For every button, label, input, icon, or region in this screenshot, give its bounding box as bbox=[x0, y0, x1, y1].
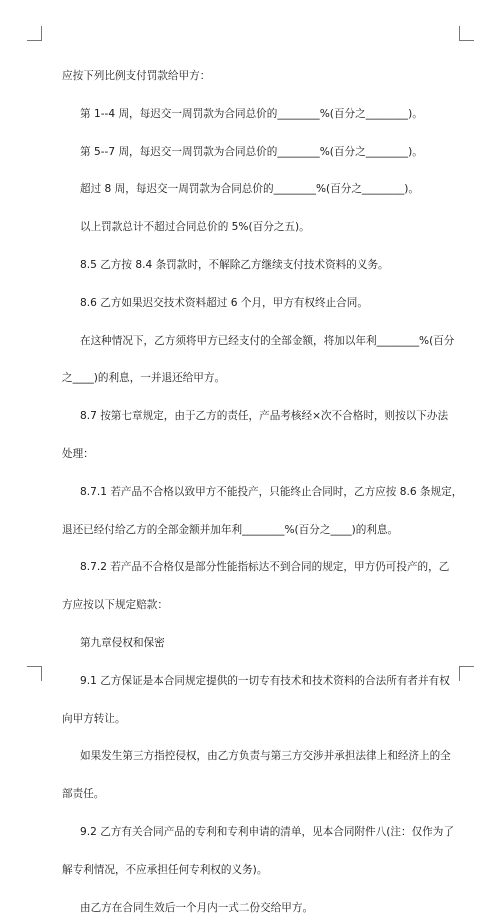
text-line: 以上罚款总计不超过合同总价的 5%(百分之五)。 bbox=[80, 221, 310, 234]
text-line: 应按下列比例支付罚款给甲方： bbox=[62, 70, 211, 82]
crop-mark-top-left bbox=[27, 26, 42, 41]
document-body bbox=[62, 70, 463, 914]
text-line: 8.7 按第七章规定，由于乙方的责任，产品考核经×次不合格时，则按以下办法 bbox=[80, 410, 449, 423]
text-line: 部责任。 bbox=[62, 788, 105, 801]
text-line: 方应按以下规定赔款： bbox=[62, 599, 168, 612]
crop-mark-top-right bbox=[459, 26, 474, 41]
text-line: 如果发生第三方指控侵权，由乙方负责与第三方交涉并承担法律上和经济上的全 bbox=[80, 750, 451, 763]
text-line: 向甲方转让。 bbox=[62, 712, 126, 725]
text-line: 处理： bbox=[62, 448, 94, 460]
text-line: 超过 8 周，每迟交一周罚款为合同总价的________%(百分之________)。 bbox=[80, 183, 420, 196]
chapter-heading: 第九章侵权和保密 bbox=[80, 637, 165, 649]
text-line: 退还已经付给乙方的全部金额并加年利________%(百分之____)的利息。 bbox=[62, 523, 399, 536]
text-line: 第 5--7 周，每迟交一周罚款为合同总价的________%(百分之________)。 bbox=[80, 145, 423, 158]
text-line: 8.7.1 若产品不合格以致甲方不能投产，只能终止合同时，乙方应按 8.6 条规定， bbox=[80, 485, 463, 498]
text-line: 由乙方在合同生效后一个月内一式二份交给甲方。 bbox=[80, 901, 314, 914]
text-line: 9.1 乙方保证是本合同规定提供的一切专有技术和技术资料的合法所有者并有权 bbox=[80, 674, 450, 687]
text-line: 8.5 乙方按 8.4 条罚款时，不解除乙方继续支付技术资料的义务。 bbox=[80, 259, 389, 271]
text-line: 9.2 乙方有关合同产品的专利和专利申请的清单，见本合同附件八(注：仅作为了 bbox=[80, 826, 454, 838]
text-line: 第 1--4 周，每迟交一周罚款为合同总价的________%(百分之________)。 bbox=[80, 107, 423, 120]
text-line: 8.7.2 若产品不合格仅是部分性能指标达不到合同的规定，甲方仍可投产的，乙 bbox=[80, 561, 450, 574]
crop-mark-bottom-right bbox=[459, 666, 474, 681]
text-line: 8.6 乙方如果迟交技术资料超过 6 个月，甲方有权终止合同。 bbox=[80, 296, 368, 309]
text-line: 解专利情况，不应承担任何专利权的义务)。 bbox=[62, 863, 268, 876]
text-line: 在这种情况下，乙方须将甲方已经支付的全部金额，将加以年利________%(百分 bbox=[80, 334, 455, 347]
crop-mark-bottom-left bbox=[27, 666, 42, 681]
text-line: 之____)的利息，一并退还给甲方。 bbox=[62, 372, 226, 385]
